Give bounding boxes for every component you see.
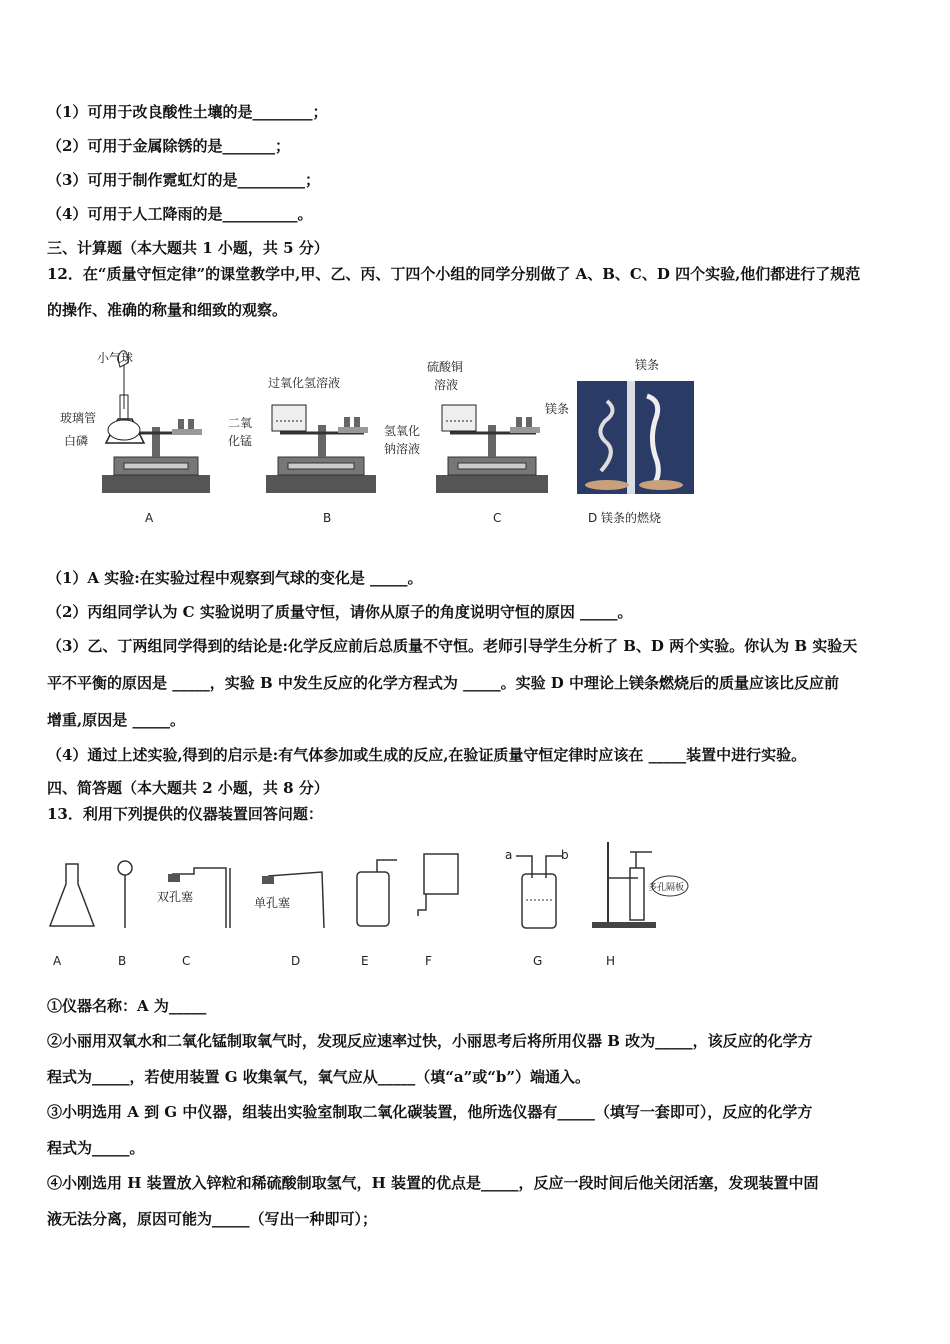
q13-p3-line2: 程式为_____。 xyxy=(47,1139,145,1157)
q12-sub1: （1）A 实验:在实验过程中观察到气球的变化是 _____。 xyxy=(47,569,423,587)
label-g: G xyxy=(533,954,543,968)
caption-d: D 镁条的燃烧 xyxy=(588,511,662,525)
label-h-porous-plate: 多孔隔板 xyxy=(648,883,685,893)
balance-c-drawing xyxy=(400,385,560,505)
label-g-a: a xyxy=(505,848,513,862)
q12-sub4: （4）通过上述实验,得到的启示是:有气体参加或生成的反应,在验证质量守恒定律时应该在 _____装置中进行实验。 xyxy=(47,746,807,764)
apparatus-a-flask xyxy=(48,862,96,930)
label-c: C xyxy=(182,954,191,968)
label-copper-sulfate-1: 硫酸铜 xyxy=(427,360,464,374)
caption-c: C xyxy=(493,511,502,525)
label-naoh-1: 氢氧化 xyxy=(384,424,421,438)
q13-p3-line1: ③小明选用 A 到 G 中仪器，组装出实验室制取二氧化碳装置，他所选仪器有_____（填写一套即可），反应的化学方 xyxy=(47,1103,813,1121)
balance-b-drawing xyxy=(230,385,390,505)
q12-stem-line2: 的操作、准确的称量和细致的观察。 xyxy=(47,301,288,319)
label-copper-sulfate-2: 溶液 xyxy=(434,378,459,392)
label-f: F xyxy=(425,954,432,968)
label-mno2-line1: 二氧 xyxy=(228,416,253,430)
q13-p2-line1: ②小丽用双氧水和二氧化锰制取氧气时，发现反应速率过快，小丽思考后将所用仪器 B 改为_____，该反应的化学方 xyxy=(47,1032,813,1050)
label-d-stopper: 单孔塞 xyxy=(254,896,291,910)
apparatus-f-trough xyxy=(414,850,462,920)
label-magnesium-side: 镁条 xyxy=(545,402,570,416)
label-naoh-2: 钠溶液 xyxy=(384,442,421,456)
q11-item-1: （1）可用于改良酸性土壤的是________； xyxy=(47,103,328,121)
label-g-b: b xyxy=(561,848,569,862)
q13-stem: 13．利用下列提供的仪器装置回答问题： xyxy=(47,805,323,823)
label-white-phosphorus: 白磷 xyxy=(64,434,89,448)
caption-a: A xyxy=(145,511,154,525)
q13-p4-line2: 液无法分离，原因可能为_____（写出一种即可）； xyxy=(47,1210,378,1228)
q11-item-2: （2）可用于金属除锈的是_______； xyxy=(47,137,290,155)
label-b: B xyxy=(118,954,127,968)
q13-p4-line1: ④小刚选用 H 装置放入锌粒和稀硫酸制取氢气，H 装置的优点是_____，反应一段时间后他关闭活塞，发现装置中固 xyxy=(47,1174,819,1192)
label-glass-tube: 玻璃管 xyxy=(60,411,97,425)
q12-sub3-line2: 平不平衡的原因是 _____，实验 B 中发生反应的化学方程式为 _____。实验 D 中理论上镁条燃烧后的质量应该比反应前 xyxy=(47,674,840,692)
q13-p1: ①仪器名称：A 为_____ xyxy=(47,997,207,1015)
apparatus-b-funnel xyxy=(115,858,135,930)
label-d: D xyxy=(291,954,301,968)
q13-p2-line2: 程式为_____，若使用装置 G 收集氧气，氧气应从_____（填“a”或“b”）端通入。 xyxy=(47,1068,590,1086)
label-balloon: 小气球 xyxy=(97,351,134,365)
label-a: A xyxy=(53,954,62,968)
q11-item-4: （4）可用于人工降雨的是__________。 xyxy=(47,205,313,223)
label-magnesium-top: 镁条 xyxy=(635,358,660,372)
label-hydrogen-peroxide: 过氧化氢溶液 xyxy=(268,376,341,390)
label-h: H xyxy=(606,954,616,968)
label-e: E xyxy=(361,954,369,968)
section3-heading: 三、计算题（本大题共 1 小题，共 5 分） xyxy=(47,239,329,257)
q12-sub3-line3: 增重,原因是 _____。 xyxy=(47,711,185,729)
label-mno2-line2: 化锰 xyxy=(228,434,253,448)
section4-heading: 四、简答题（本大题共 2 小题，共 8 分） xyxy=(47,779,329,797)
apparatus-e-gas-bottle xyxy=(353,856,399,928)
caption-b: B xyxy=(323,511,332,525)
label-c-stopper: 双孔塞 xyxy=(157,890,194,904)
magnesium-photo xyxy=(577,381,694,494)
q12-stem-line1: 12．在“质量守恒定律”的课堂教学中,甲、乙、丙、丁四个小组的同学分别做了 A、B、C、D 四个实验,他们都进行了规范 xyxy=(47,265,861,283)
q12-sub2: （2）丙组同学认为 C 实验说明了质量守恒，请你从原子的角度说明守恒的原因 _____。 xyxy=(47,603,633,621)
q11-item-3: （3）可用于制作霓虹灯的是_________； xyxy=(47,171,320,189)
q12-sub3-line1: （3）乙、丁两组同学得到的结论是:化学反应前后总质量不守恒。老师引导学生分析了 B、D 两个实验。你认为 B 实验天 xyxy=(47,637,858,655)
